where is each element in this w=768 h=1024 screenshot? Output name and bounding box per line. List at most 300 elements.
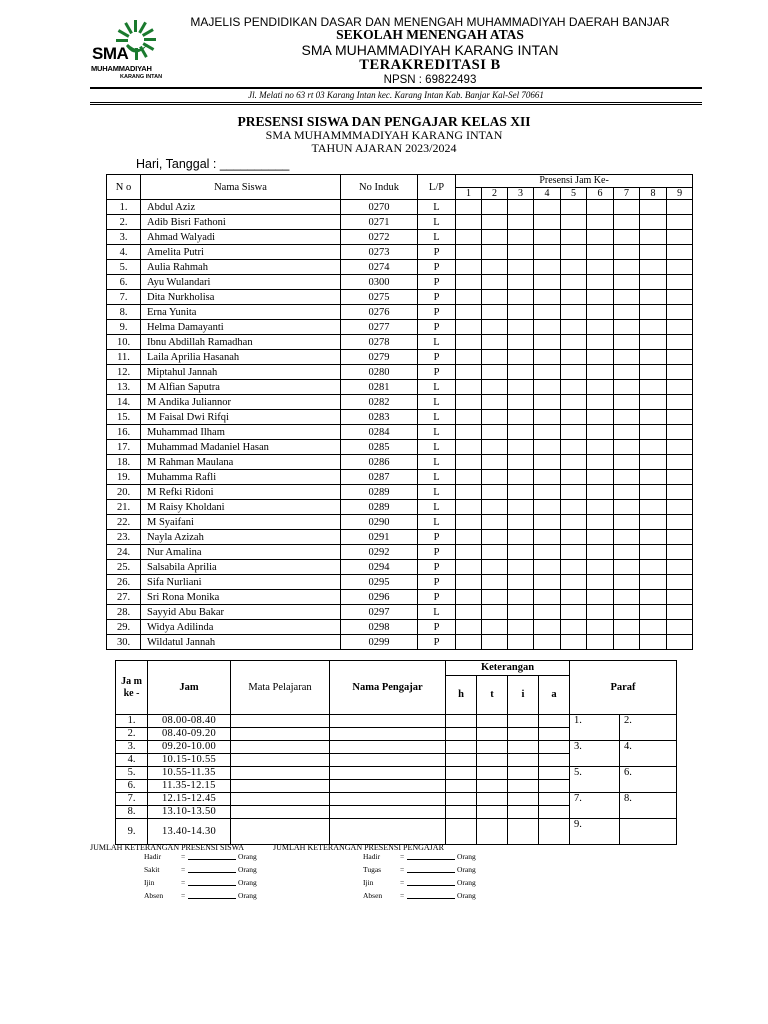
- attendance-cell[interactable]: [482, 260, 508, 275]
- attendance-cell[interactable]: [534, 200, 561, 215]
- attendance-cell[interactable]: [667, 635, 693, 650]
- attendance-cell[interactable]: [561, 620, 587, 635]
- attendance-cell[interactable]: [482, 230, 508, 245]
- attendance-cell[interactable]: [534, 320, 561, 335]
- attendance-cell[interactable]: [587, 620, 614, 635]
- attendance-cell[interactable]: [508, 260, 534, 275]
- paraf-cell-left[interactable]: 7.: [570, 793, 620, 819]
- attendance-cell[interactable]: [614, 635, 640, 650]
- keterangan-cell[interactable]: [508, 793, 539, 806]
- attendance-cell[interactable]: [640, 590, 667, 605]
- nama-pengajar-cell[interactable]: [330, 793, 446, 806]
- attendance-cell[interactable]: [640, 215, 667, 230]
- attendance-cell[interactable]: [587, 320, 614, 335]
- attendance-cell[interactable]: [482, 380, 508, 395]
- attendance-cell[interactable]: [456, 530, 482, 545]
- attendance-cell[interactable]: [534, 290, 561, 305]
- attendance-cell[interactable]: [640, 455, 667, 470]
- attendance-cell[interactable]: [508, 380, 534, 395]
- keterangan-cell[interactable]: [539, 806, 570, 819]
- attendance-cell[interactable]: [640, 305, 667, 320]
- keterangan-cell[interactable]: [539, 767, 570, 780]
- attendance-cell[interactable]: [667, 320, 693, 335]
- mata-pelajaran-cell[interactable]: [231, 780, 330, 793]
- attendance-cell[interactable]: [640, 260, 667, 275]
- attendance-cell[interactable]: [508, 305, 534, 320]
- attendance-cell[interactable]: [667, 410, 693, 425]
- mata-pelajaran-cell[interactable]: [231, 754, 330, 767]
- attendance-cell[interactable]: [508, 245, 534, 260]
- attendance-cell[interactable]: [561, 335, 587, 350]
- attendance-cell[interactable]: [587, 395, 614, 410]
- attendance-cell[interactable]: [667, 350, 693, 365]
- keterangan-cell[interactable]: [477, 728, 508, 741]
- attendance-cell[interactable]: [640, 425, 667, 440]
- attendance-cell[interactable]: [640, 320, 667, 335]
- attendance-cell[interactable]: [587, 365, 614, 380]
- keterangan-cell[interactable]: [446, 715, 477, 728]
- attendance-cell[interactable]: [667, 575, 693, 590]
- keterangan-cell[interactable]: [477, 754, 508, 767]
- attendance-cell[interactable]: [482, 275, 508, 290]
- attendance-cell[interactable]: [614, 275, 640, 290]
- paraf-cell-right[interactable]: 2.: [620, 715, 677, 741]
- summary-blank-field[interactable]: [407, 891, 455, 901]
- attendance-cell[interactable]: [508, 485, 534, 500]
- summary-blank-field[interactable]: [407, 865, 455, 875]
- summary-blank-field[interactable]: [188, 852, 236, 862]
- keterangan-cell[interactable]: [508, 806, 539, 819]
- attendance-cell[interactable]: [614, 470, 640, 485]
- attendance-cell[interactable]: [482, 245, 508, 260]
- keterangan-cell[interactable]: [539, 715, 570, 728]
- attendance-cell[interactable]: [614, 605, 640, 620]
- attendance-cell[interactable]: [640, 530, 667, 545]
- keterangan-cell[interactable]: [508, 715, 539, 728]
- attendance-cell[interactable]: [456, 290, 482, 305]
- attendance-cell[interactable]: [640, 635, 667, 650]
- mata-pelajaran-cell[interactable]: [231, 819, 330, 845]
- attendance-cell[interactable]: [561, 530, 587, 545]
- paraf-cell-left[interactable]: 3.: [570, 741, 620, 767]
- attendance-cell[interactable]: [561, 215, 587, 230]
- attendance-cell[interactable]: [456, 635, 482, 650]
- keterangan-cell[interactable]: [539, 780, 570, 793]
- attendance-cell[interactable]: [482, 395, 508, 410]
- attendance-cell[interactable]: [561, 440, 587, 455]
- attendance-cell[interactable]: [534, 425, 561, 440]
- attendance-cell[interactable]: [614, 485, 640, 500]
- attendance-cell[interactable]: [456, 605, 482, 620]
- attendance-cell[interactable]: [508, 320, 534, 335]
- attendance-cell[interactable]: [561, 605, 587, 620]
- attendance-cell[interactable]: [482, 305, 508, 320]
- attendance-cell[interactable]: [561, 500, 587, 515]
- attendance-cell[interactable]: [456, 380, 482, 395]
- attendance-cell[interactable]: [587, 335, 614, 350]
- attendance-cell[interactable]: [561, 305, 587, 320]
- attendance-cell[interactable]: [587, 380, 614, 395]
- keterangan-cell[interactable]: [539, 741, 570, 754]
- attendance-cell[interactable]: [587, 470, 614, 485]
- attendance-cell[interactable]: [667, 590, 693, 605]
- attendance-cell[interactable]: [614, 245, 640, 260]
- nama-pengajar-cell[interactable]: [330, 806, 446, 819]
- attendance-cell[interactable]: [667, 215, 693, 230]
- attendance-cell[interactable]: [667, 440, 693, 455]
- attendance-cell[interactable]: [587, 500, 614, 515]
- attendance-cell[interactable]: [614, 620, 640, 635]
- attendance-cell[interactable]: [561, 455, 587, 470]
- attendance-cell[interactable]: [508, 575, 534, 590]
- attendance-cell[interactable]: [456, 245, 482, 260]
- attendance-cell[interactable]: [482, 635, 508, 650]
- attendance-cell[interactable]: [667, 455, 693, 470]
- attendance-cell[interactable]: [587, 425, 614, 440]
- keterangan-cell[interactable]: [508, 754, 539, 767]
- attendance-cell[interactable]: [482, 215, 508, 230]
- keterangan-cell[interactable]: [508, 767, 539, 780]
- attendance-cell[interactable]: [534, 410, 561, 425]
- attendance-cell[interactable]: [587, 230, 614, 245]
- paraf-cell-right[interactable]: [620, 819, 677, 845]
- attendance-cell[interactable]: [456, 365, 482, 380]
- attendance-cell[interactable]: [456, 560, 482, 575]
- attendance-cell[interactable]: [456, 440, 482, 455]
- attendance-cell[interactable]: [508, 410, 534, 425]
- attendance-cell[interactable]: [587, 530, 614, 545]
- attendance-cell[interactable]: [456, 410, 482, 425]
- keterangan-cell[interactable]: [539, 819, 570, 845]
- attendance-cell[interactable]: [534, 485, 561, 500]
- nama-pengajar-cell[interactable]: [330, 754, 446, 767]
- attendance-cell[interactable]: [456, 620, 482, 635]
- keterangan-cell[interactable]: [539, 793, 570, 806]
- attendance-cell[interactable]: [614, 560, 640, 575]
- attendance-cell[interactable]: [482, 545, 508, 560]
- attendance-cell[interactable]: [667, 335, 693, 350]
- attendance-cell[interactable]: [482, 620, 508, 635]
- nama-pengajar-cell[interactable]: [330, 715, 446, 728]
- attendance-cell[interactable]: [534, 440, 561, 455]
- attendance-cell[interactable]: [482, 365, 508, 380]
- attendance-cell[interactable]: [508, 545, 534, 560]
- attendance-cell[interactable]: [482, 290, 508, 305]
- attendance-cell[interactable]: [667, 290, 693, 305]
- attendance-cell[interactable]: [640, 500, 667, 515]
- attendance-cell[interactable]: [508, 365, 534, 380]
- attendance-cell[interactable]: [534, 620, 561, 635]
- attendance-cell[interactable]: [508, 470, 534, 485]
- attendance-cell[interactable]: [561, 350, 587, 365]
- attendance-cell[interactable]: [482, 320, 508, 335]
- attendance-cell[interactable]: [482, 560, 508, 575]
- paraf-cell-left[interactable]: 1.: [570, 715, 620, 741]
- attendance-cell[interactable]: [614, 260, 640, 275]
- attendance-cell[interactable]: [534, 275, 561, 290]
- keterangan-cell[interactable]: [477, 741, 508, 754]
- attendance-cell[interactable]: [561, 245, 587, 260]
- attendance-cell[interactable]: [456, 455, 482, 470]
- attendance-cell[interactable]: [614, 590, 640, 605]
- attendance-cell[interactable]: [508, 200, 534, 215]
- keterangan-cell[interactable]: [539, 728, 570, 741]
- keterangan-cell[interactable]: [446, 780, 477, 793]
- attendance-cell[interactable]: [640, 200, 667, 215]
- mata-pelajaran-cell[interactable]: [231, 728, 330, 741]
- attendance-cell[interactable]: [561, 290, 587, 305]
- attendance-cell[interactable]: [640, 575, 667, 590]
- attendance-cell[interactable]: [534, 395, 561, 410]
- attendance-cell[interactable]: [508, 395, 534, 410]
- attendance-cell[interactable]: [482, 500, 508, 515]
- attendance-cell[interactable]: [587, 635, 614, 650]
- attendance-cell[interactable]: [508, 500, 534, 515]
- paraf-cell-right[interactable]: 8.: [620, 793, 677, 819]
- keterangan-cell[interactable]: [508, 819, 539, 845]
- attendance-cell[interactable]: [667, 620, 693, 635]
- attendance-cell[interactable]: [456, 305, 482, 320]
- attendance-cell[interactable]: [614, 545, 640, 560]
- attendance-cell[interactable]: [614, 230, 640, 245]
- keterangan-cell[interactable]: [477, 819, 508, 845]
- attendance-cell[interactable]: [534, 530, 561, 545]
- keterangan-cell[interactable]: [446, 728, 477, 741]
- summary-blank-field[interactable]: [407, 878, 455, 888]
- paraf-cell-right[interactable]: 6.: [620, 767, 677, 793]
- attendance-cell[interactable]: [614, 350, 640, 365]
- attendance-cell[interactable]: [640, 365, 667, 380]
- attendance-cell[interactable]: [561, 230, 587, 245]
- attendance-cell[interactable]: [534, 245, 561, 260]
- attendance-cell[interactable]: [667, 380, 693, 395]
- nama-pengajar-cell[interactable]: [330, 741, 446, 754]
- attendance-cell[interactable]: [614, 410, 640, 425]
- keterangan-cell[interactable]: [446, 806, 477, 819]
- attendance-cell[interactable]: [482, 440, 508, 455]
- attendance-cell[interactable]: [534, 545, 561, 560]
- attendance-cell[interactable]: [534, 470, 561, 485]
- attendance-cell[interactable]: [508, 230, 534, 245]
- attendance-cell[interactable]: [561, 200, 587, 215]
- attendance-cell[interactable]: [561, 395, 587, 410]
- attendance-cell[interactable]: [667, 305, 693, 320]
- attendance-cell[interactable]: [456, 200, 482, 215]
- attendance-cell[interactable]: [640, 410, 667, 425]
- attendance-cell[interactable]: [587, 485, 614, 500]
- attendance-cell[interactable]: [667, 470, 693, 485]
- attendance-cell[interactable]: [561, 635, 587, 650]
- attendance-cell[interactable]: [482, 350, 508, 365]
- attendance-cell[interactable]: [587, 245, 614, 260]
- attendance-cell[interactable]: [456, 590, 482, 605]
- attendance-cell[interactable]: [614, 215, 640, 230]
- attendance-cell[interactable]: [482, 590, 508, 605]
- attendance-cell[interactable]: [456, 545, 482, 560]
- attendance-cell[interactable]: [587, 545, 614, 560]
- keterangan-cell[interactable]: [477, 715, 508, 728]
- attendance-cell[interactable]: [561, 320, 587, 335]
- attendance-cell[interactable]: [456, 575, 482, 590]
- attendance-cell[interactable]: [587, 560, 614, 575]
- attendance-cell[interactable]: [561, 560, 587, 575]
- attendance-cell[interactable]: [534, 380, 561, 395]
- attendance-cell[interactable]: [614, 395, 640, 410]
- attendance-cell[interactable]: [482, 605, 508, 620]
- summary-blank-field[interactable]: [407, 852, 455, 862]
- attendance-cell[interactable]: [456, 260, 482, 275]
- attendance-cell[interactable]: [640, 245, 667, 260]
- keterangan-cell[interactable]: [477, 793, 508, 806]
- attendance-cell[interactable]: [614, 290, 640, 305]
- attendance-cell[interactable]: [614, 320, 640, 335]
- attendance-cell[interactable]: [587, 275, 614, 290]
- attendance-cell[interactable]: [667, 365, 693, 380]
- attendance-cell[interactable]: [640, 290, 667, 305]
- attendance-cell[interactable]: [482, 200, 508, 215]
- attendance-cell[interactable]: [640, 620, 667, 635]
- attendance-cell[interactable]: [667, 275, 693, 290]
- attendance-cell[interactable]: [456, 500, 482, 515]
- attendance-cell[interactable]: [534, 635, 561, 650]
- mata-pelajaran-cell[interactable]: [231, 715, 330, 728]
- mata-pelajaran-cell[interactable]: [231, 793, 330, 806]
- attendance-cell[interactable]: [667, 230, 693, 245]
- summary-blank-field[interactable]: [188, 891, 236, 901]
- keterangan-cell[interactable]: [446, 741, 477, 754]
- attendance-cell[interactable]: [561, 410, 587, 425]
- attendance-cell[interactable]: [614, 380, 640, 395]
- attendance-cell[interactable]: [482, 425, 508, 440]
- attendance-cell[interactable]: [534, 215, 561, 230]
- paraf-cell-right[interactable]: 4.: [620, 741, 677, 767]
- attendance-cell[interactable]: [667, 605, 693, 620]
- attendance-cell[interactable]: [534, 365, 561, 380]
- keterangan-cell[interactable]: [446, 819, 477, 845]
- attendance-cell[interactable]: [456, 215, 482, 230]
- attendance-cell[interactable]: [456, 275, 482, 290]
- attendance-cell[interactable]: [614, 365, 640, 380]
- attendance-cell[interactable]: [482, 575, 508, 590]
- nama-pengajar-cell[interactable]: [330, 767, 446, 780]
- attendance-cell[interactable]: [614, 305, 640, 320]
- attendance-cell[interactable]: [534, 335, 561, 350]
- attendance-cell[interactable]: [534, 560, 561, 575]
- attendance-cell[interactable]: [614, 425, 640, 440]
- attendance-cell[interactable]: [534, 305, 561, 320]
- keterangan-cell[interactable]: [446, 754, 477, 767]
- attendance-cell[interactable]: [587, 410, 614, 425]
- summary-blank-field[interactable]: [188, 865, 236, 875]
- attendance-cell[interactable]: [482, 485, 508, 500]
- attendance-cell[interactable]: [508, 455, 534, 470]
- attendance-cell[interactable]: [640, 515, 667, 530]
- keterangan-cell[interactable]: [446, 767, 477, 780]
- attendance-cell[interactable]: [667, 530, 693, 545]
- attendance-cell[interactable]: [640, 350, 667, 365]
- attendance-cell[interactable]: [534, 455, 561, 470]
- attendance-cell[interactable]: [561, 425, 587, 440]
- attendance-cell[interactable]: [667, 545, 693, 560]
- nama-pengajar-cell[interactable]: [330, 728, 446, 741]
- attendance-cell[interactable]: [587, 440, 614, 455]
- mata-pelajaran-cell[interactable]: [231, 741, 330, 754]
- attendance-cell[interactable]: [614, 455, 640, 470]
- attendance-cell[interactable]: [534, 260, 561, 275]
- attendance-cell[interactable]: [667, 245, 693, 260]
- attendance-cell[interactable]: [667, 515, 693, 530]
- attendance-cell[interactable]: [667, 260, 693, 275]
- attendance-cell[interactable]: [640, 470, 667, 485]
- attendance-cell[interactable]: [508, 635, 534, 650]
- attendance-cell[interactable]: [508, 590, 534, 605]
- attendance-cell[interactable]: [587, 515, 614, 530]
- attendance-cell[interactable]: [667, 425, 693, 440]
- attendance-cell[interactable]: [561, 380, 587, 395]
- keterangan-cell[interactable]: [446, 793, 477, 806]
- attendance-cell[interactable]: [587, 590, 614, 605]
- attendance-cell[interactable]: [456, 320, 482, 335]
- attendance-cell[interactable]: [508, 275, 534, 290]
- keterangan-cell[interactable]: [477, 767, 508, 780]
- attendance-cell[interactable]: [640, 335, 667, 350]
- nama-pengajar-cell[interactable]: [330, 819, 446, 845]
- attendance-cell[interactable]: [640, 395, 667, 410]
- attendance-cell[interactable]: [482, 410, 508, 425]
- attendance-cell[interactable]: [561, 515, 587, 530]
- attendance-cell[interactable]: [640, 560, 667, 575]
- attendance-cell[interactable]: [587, 200, 614, 215]
- attendance-cell[interactable]: [667, 200, 693, 215]
- attendance-cell[interactable]: [587, 605, 614, 620]
- attendance-cell[interactable]: [534, 500, 561, 515]
- attendance-cell[interactable]: [587, 290, 614, 305]
- attendance-cell[interactable]: [667, 485, 693, 500]
- attendance-cell[interactable]: [456, 470, 482, 485]
- attendance-cell[interactable]: [508, 560, 534, 575]
- keterangan-cell[interactable]: [477, 780, 508, 793]
- attendance-cell[interactable]: [640, 440, 667, 455]
- attendance-cell[interactable]: [456, 350, 482, 365]
- attendance-cell[interactable]: [456, 425, 482, 440]
- attendance-cell[interactable]: [587, 215, 614, 230]
- attendance-cell[interactable]: [587, 260, 614, 275]
- attendance-cell[interactable]: [508, 215, 534, 230]
- attendance-cell[interactable]: [508, 290, 534, 305]
- attendance-cell[interactable]: [482, 455, 508, 470]
- attendance-cell[interactable]: [561, 275, 587, 290]
- attendance-cell[interactable]: [640, 380, 667, 395]
- attendance-cell[interactable]: [667, 500, 693, 515]
- attendance-cell[interactable]: [534, 230, 561, 245]
- paraf-cell-left[interactable]: 5.: [570, 767, 620, 793]
- attendance-cell[interactable]: [508, 620, 534, 635]
- attendance-cell[interactable]: [614, 335, 640, 350]
- attendance-cell[interactable]: [561, 260, 587, 275]
- attendance-cell[interactable]: [456, 395, 482, 410]
- keterangan-cell[interactable]: [508, 741, 539, 754]
- attendance-cell[interactable]: [534, 515, 561, 530]
- attendance-cell[interactable]: [534, 590, 561, 605]
- summary-blank-field[interactable]: [188, 878, 236, 888]
- attendance-cell[interactable]: [587, 455, 614, 470]
- attendance-cell[interactable]: [640, 545, 667, 560]
- attendance-cell[interactable]: [508, 350, 534, 365]
- attendance-cell[interactable]: [614, 200, 640, 215]
- attendance-cell[interactable]: [561, 575, 587, 590]
- attendance-cell[interactable]: [508, 335, 534, 350]
- attendance-cell[interactable]: [508, 515, 534, 530]
